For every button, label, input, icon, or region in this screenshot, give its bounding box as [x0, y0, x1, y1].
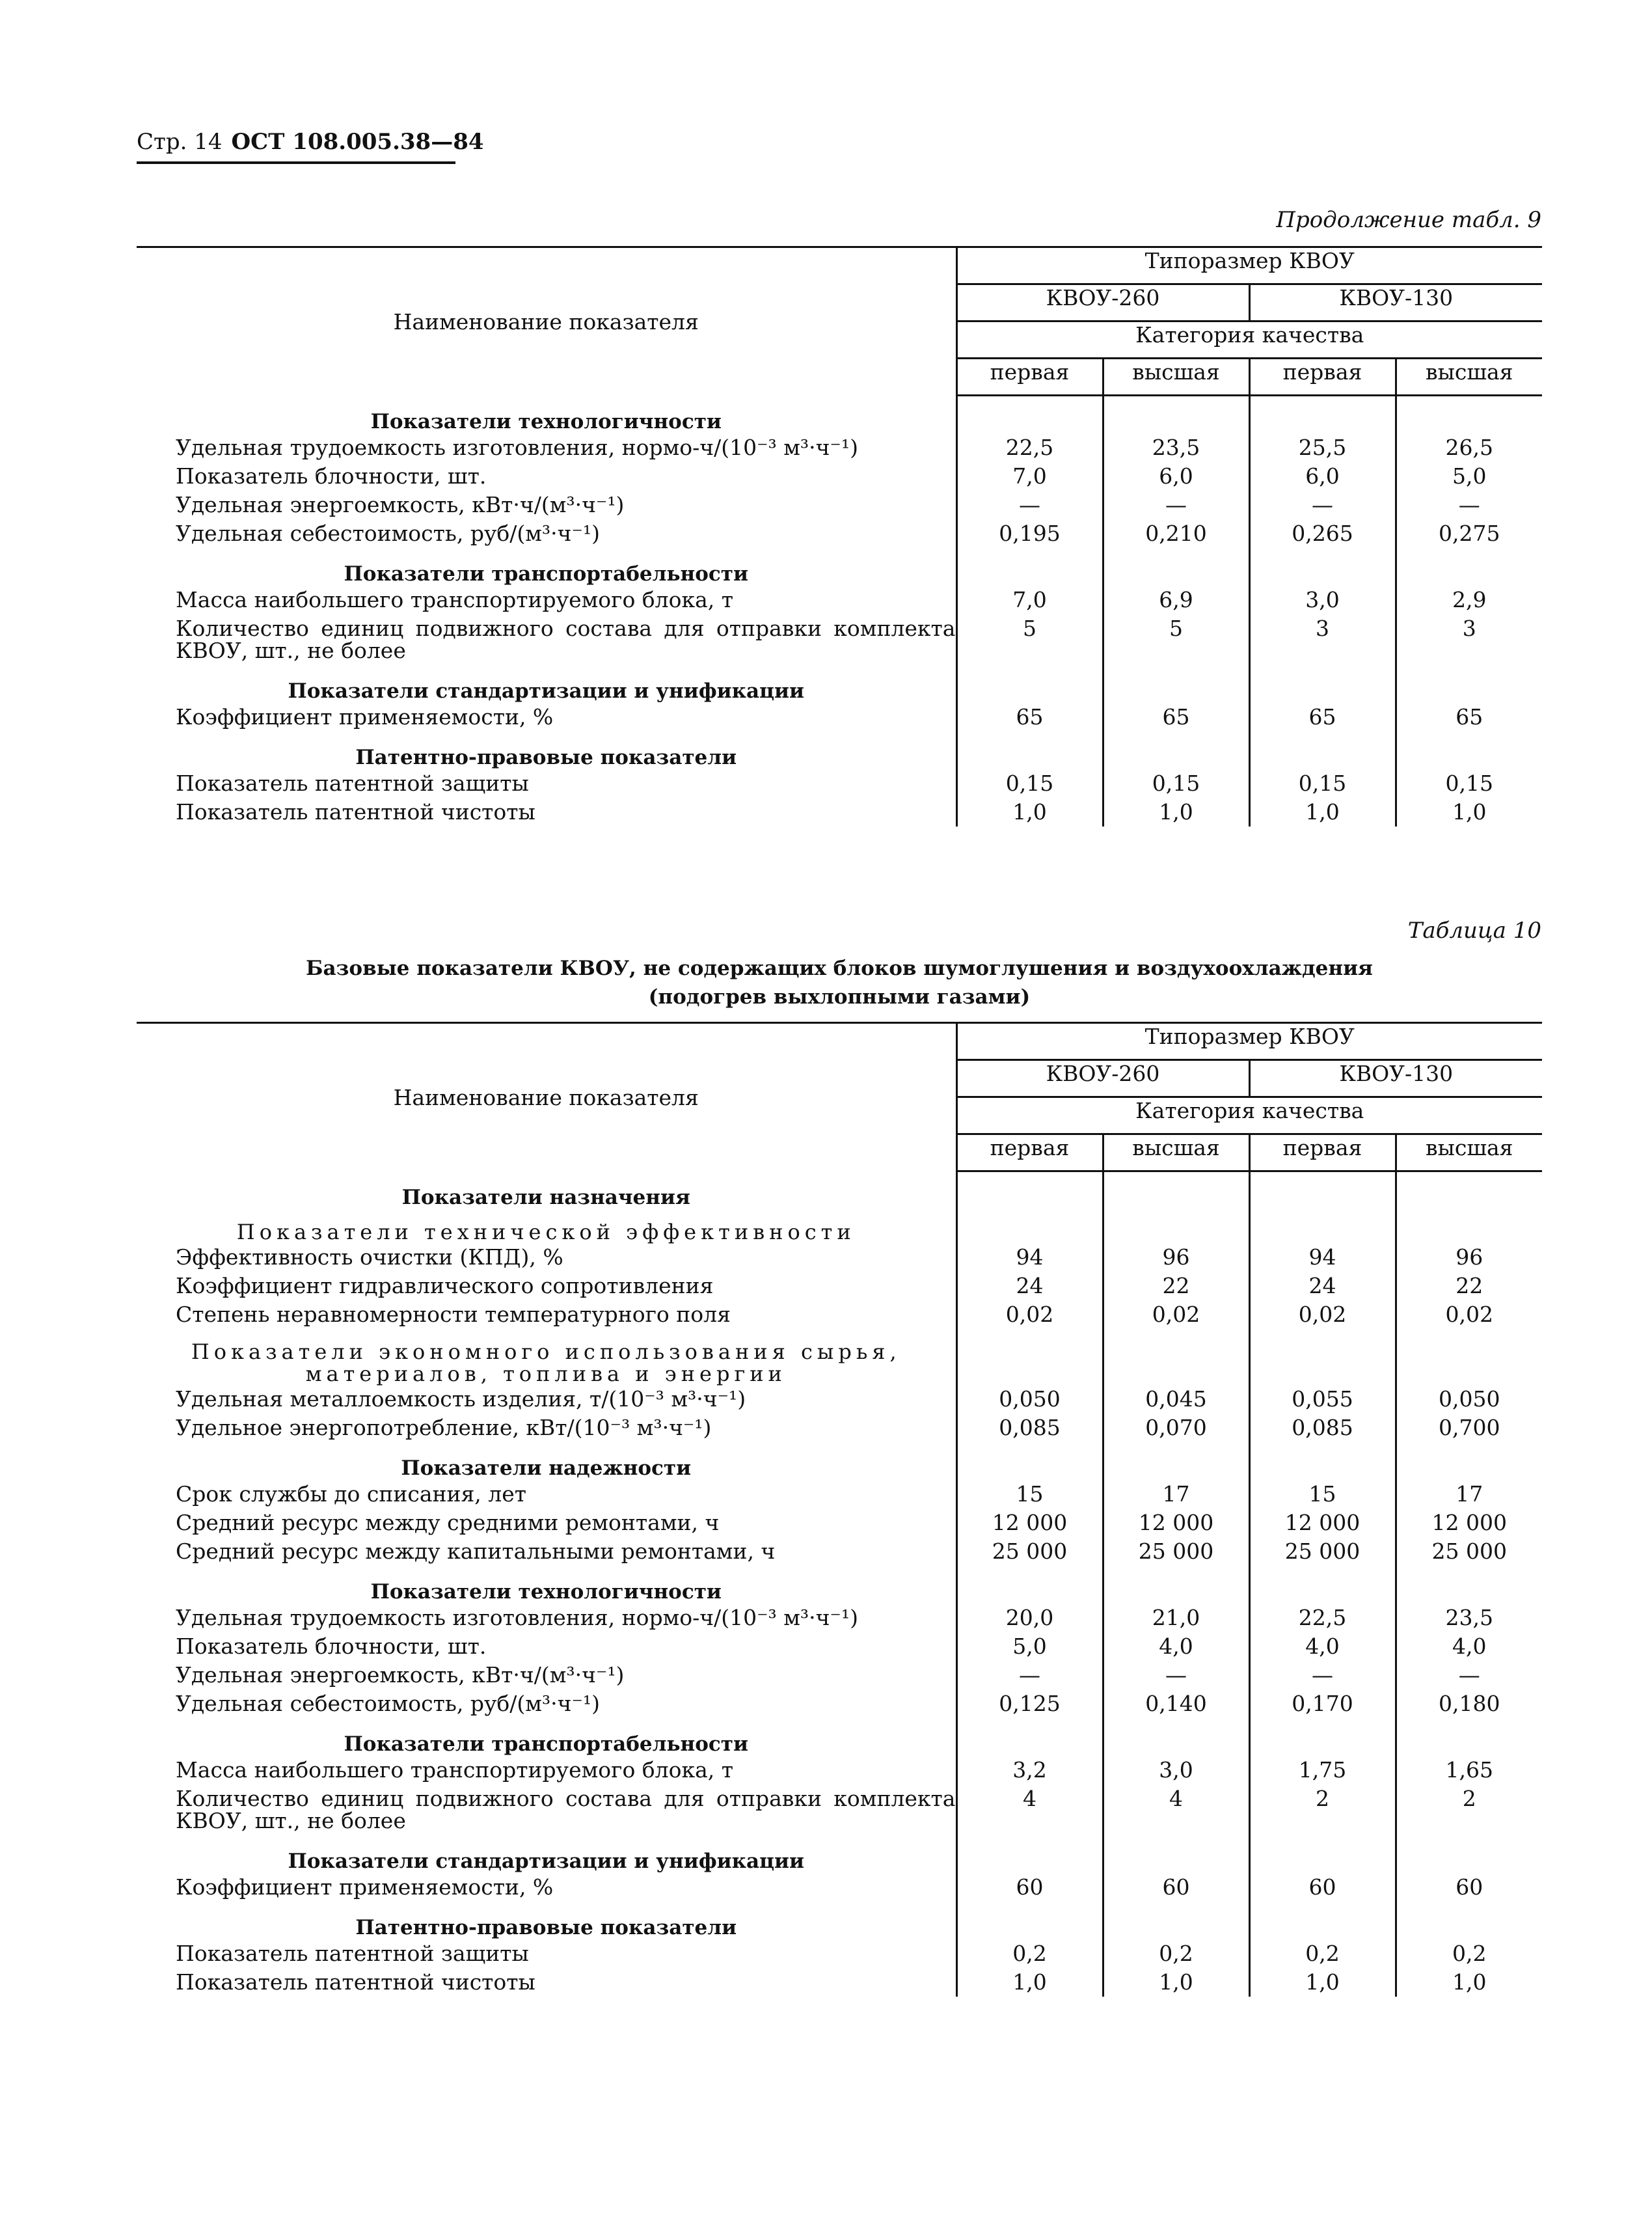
header-cat-2: высшая [1103, 359, 1249, 396]
section-title: Патентно-правовые показатели [355, 745, 737, 769]
cell: 0,02 [1103, 1300, 1249, 1329]
cell: 0,050 [956, 1385, 1103, 1414]
header-cat-4: высшая [1396, 359, 1542, 396]
row-label: Масса наибольшего транспортируемого блока, т [176, 1757, 734, 1783]
cell: 1,75 [1249, 1756, 1396, 1785]
cell: 0,02 [1396, 1300, 1542, 1329]
cell: 6,0 [1103, 462, 1249, 491]
cell: — [1249, 1661, 1396, 1689]
cell: 0,275 [1396, 519, 1542, 548]
cell: 3,0 [1103, 1756, 1249, 1785]
row-label: Удельная металлоемкость изделия, т/(10⁻³ м³·ч⁻¹) [176, 1386, 746, 1412]
section-title: Показатели технологичности [370, 409, 722, 433]
section-title: Показатели стандартизации и унификации [288, 1849, 805, 1873]
header-cat-3: первая [1249, 359, 1396, 396]
table10-title-line2: (подогрев выхлопными газами) [648, 985, 1031, 1009]
row-label: Коэффициент применяемости, % [176, 1874, 554, 1900]
cell: 0,2 [956, 1939, 1103, 1968]
cell: 96 [1396, 1243, 1542, 1272]
cell: 0,02 [956, 1300, 1103, 1329]
cell: 12 000 [1249, 1509, 1396, 1537]
cell: 25 000 [956, 1537, 1103, 1566]
header-name: Наименование показателя [137, 247, 956, 396]
row-label: Показатель патентной чистоты [176, 1969, 535, 1995]
cell: 0,15 [1396, 769, 1542, 798]
cell: 0,265 [1249, 519, 1396, 548]
row-label: Показатель патентной защиты [176, 1940, 529, 1966]
header-cat-2: высшая [1103, 1134, 1249, 1171]
row-label: Удельное энергопотребление, кВт/(10⁻³ м³·ч⁻¹) [176, 1414, 712, 1440]
row-label: Удельная себестоимость, руб/(м³·ч⁻¹) [176, 520, 600, 546]
header-cat-4: высшая [1396, 1134, 1542, 1171]
cell: 1,0 [1249, 1968, 1396, 1997]
cell: 22 [1396, 1272, 1542, 1300]
cell: 1,0 [956, 798, 1103, 827]
cell: 4 [956, 1785, 1103, 1835]
cell: 94 [956, 1243, 1103, 1272]
cell: 25 000 [1249, 1537, 1396, 1566]
cell: 7,0 [956, 462, 1103, 491]
page-number: Стр. 14 [137, 129, 223, 155]
cell: 17 [1396, 1480, 1542, 1509]
table-9 [137, 246, 1542, 827]
cell: 20,0 [956, 1604, 1103, 1632]
row-label: Удельная трудоемкость изготовления, нормо-ч/(10⁻³ м³·ч⁻¹) [176, 434, 858, 460]
cell: 5 [1103, 614, 1249, 665]
cell: 0,210 [1103, 519, 1249, 548]
cell: 4,0 [1396, 1632, 1542, 1661]
cell: 3,2 [956, 1756, 1103, 1785]
cell: 0,15 [956, 769, 1103, 798]
standard-code: ОСТ 108.005.38—84 [231, 129, 484, 155]
cell: 24 [1249, 1272, 1396, 1300]
cell: 2,9 [1396, 586, 1542, 614]
cell: 0,085 [956, 1414, 1103, 1442]
row-label: Количество единиц подвижного состава для отправки комплекта КВОУ, шт., не более [176, 615, 956, 663]
cell: 0,180 [1396, 1689, 1542, 1718]
header-category: Категория качества [956, 321, 1542, 359]
cell: 1,0 [1396, 1968, 1542, 1997]
cell: 12 000 [956, 1509, 1103, 1537]
cell: 0,02 [1249, 1300, 1396, 1329]
cell: 0,2 [1396, 1939, 1542, 1968]
cell: 0,195 [956, 519, 1103, 548]
cell: 65 [1249, 703, 1396, 732]
cell: 3 [1249, 614, 1396, 665]
cell: 5 [956, 614, 1103, 665]
cell: 3,0 [1249, 586, 1396, 614]
header-size: Типоразмер КВОУ [956, 247, 1542, 284]
cell: 23,5 [1103, 433, 1249, 462]
cell: 21,0 [1103, 1604, 1249, 1632]
cell: 12 000 [1396, 1509, 1542, 1537]
cell: 26,5 [1396, 433, 1542, 462]
cell: 4 [1103, 1785, 1249, 1835]
row-label: Показатель патентной защиты [176, 770, 529, 796]
header-category: Категория качества [956, 1097, 1542, 1134]
cell: 65 [956, 703, 1103, 732]
cell: 5,0 [1396, 462, 1542, 491]
cell: 1,0 [1103, 1968, 1249, 1997]
header-underline [137, 161, 455, 164]
row-label: Коэффициент гидравлического сопротивления [176, 1272, 714, 1298]
section-title: Показатели транспортабельности [344, 1732, 748, 1756]
table-10 [137, 1022, 1542, 1997]
cell: 65 [1396, 703, 1542, 732]
row-label: Удельная трудоемкость изготовления, нормо-ч/(10⁻³ м³·ч⁻¹) [176, 1604, 858, 1630]
header-name: Наименование показателя [137, 1023, 956, 1171]
header-cat-1: первая [956, 1134, 1103, 1171]
cell: 0,140 [1103, 1689, 1249, 1718]
row-label: Удельная энергоемкость, кВт·ч/(м³·ч⁻¹) [176, 1661, 625, 1688]
cell: — [1249, 491, 1396, 519]
cell: 2 [1396, 1785, 1542, 1835]
cell: — [1103, 1661, 1249, 1689]
row-label: Показатель блочности, шт. [176, 1633, 487, 1659]
cell: 0,045 [1103, 1385, 1249, 1414]
cell: 23,5 [1396, 1604, 1542, 1632]
cell: 4,0 [1103, 1632, 1249, 1661]
cell: — [956, 491, 1103, 519]
row-label: Эффективность очистки (КПД), % [176, 1244, 563, 1270]
header-model-2: КВОУ-130 [1249, 284, 1542, 321]
cell: 60 [956, 1873, 1103, 1902]
cell: 0,15 [1103, 769, 1249, 798]
row-label: Количество единиц подвижного состава для отправки комплекта КВОУ, шт., не более [176, 1785, 956, 1833]
row-label: Показатель блочности, шт. [176, 463, 487, 489]
cell: 96 [1103, 1243, 1249, 1272]
table10-title-line1: Базовые показатели КВОУ, не содержащих блоков шумоглушения и воздухоохлаждения [306, 957, 1373, 980]
cell: 5,0 [956, 1632, 1103, 1661]
cell: 22,5 [956, 433, 1103, 462]
section-title: Показатели транспортабельности [344, 562, 748, 586]
row-label: Средний ресурс между капитальными ремонтами, ч [176, 1538, 776, 1564]
cell: 0,070 [1103, 1414, 1249, 1442]
cell: 22 [1103, 1272, 1249, 1300]
cell: 17 [1103, 1480, 1249, 1509]
cell: 1,0 [1249, 798, 1396, 827]
section-title: Показатели стандартизации и унификации [288, 679, 805, 703]
section-title: Показатели назначения [401, 1185, 690, 1209]
cell: — [956, 1661, 1103, 1689]
cell: 15 [956, 1480, 1103, 1509]
cell: 24 [956, 1272, 1103, 1300]
header-model-1: КВОУ-260 [956, 284, 1249, 321]
section-title: Показатели надежности [401, 1456, 692, 1480]
row-label: Показатель патентной чистоты [176, 799, 535, 825]
header-cat-3: первая [1249, 1134, 1396, 1171]
cell: 94 [1249, 1243, 1396, 1272]
header-model-2: КВОУ-130 [1249, 1060, 1542, 1097]
cell: 1,65 [1396, 1756, 1542, 1785]
row-label: Удельная себестоимость, руб/(м³·ч⁻¹) [176, 1690, 600, 1716]
cell: 0,2 [1103, 1939, 1249, 1968]
cell: — [1396, 491, 1542, 519]
page-header [137, 129, 484, 155]
header-model-1: КВОУ-260 [956, 1060, 1249, 1097]
cell: 22,5 [1249, 1604, 1396, 1632]
cell: 60 [1103, 1873, 1249, 1902]
cell: 0,050 [1396, 1385, 1542, 1414]
cell: 1,0 [1103, 798, 1249, 827]
cell: 0,125 [956, 1689, 1103, 1718]
cell: 2 [1249, 1785, 1396, 1835]
cell: 4,0 [1249, 1632, 1396, 1661]
cell: — [1103, 491, 1249, 519]
cell: 0,055 [1249, 1385, 1396, 1414]
cell: 3 [1396, 614, 1542, 665]
cell: 25 000 [1103, 1537, 1249, 1566]
header-cat-1: первая [956, 359, 1103, 396]
cell: 7,0 [956, 586, 1103, 614]
subsection-title-line2: материалов, топлива и энергии [305, 1361, 787, 1386]
subsection-title: Показатели технической эффективности [236, 1219, 856, 1244]
section-title: Патентно-правовые показатели [355, 1915, 737, 1939]
cell: 25,5 [1249, 433, 1396, 462]
cell: 60 [1249, 1873, 1396, 1902]
cell: 65 [1103, 703, 1249, 732]
cell: 0,2 [1249, 1939, 1396, 1968]
cell: 25 000 [1396, 1537, 1542, 1566]
row-label: Удельная энергоемкость, кВт·ч/(м³·ч⁻¹) [176, 491, 625, 517]
cell: 60 [1396, 1873, 1542, 1902]
header-size: Типоразмер КВОУ [956, 1023, 1542, 1060]
row-label: Масса наибольшего транспортируемого блока, т [176, 586, 734, 612]
cell: 0,15 [1249, 769, 1396, 798]
row-label: Степень неравномерности температурного поля [176, 1301, 731, 1327]
table9-continuation-caption: Продолжение табл. 9 [1276, 207, 1541, 233]
cell: 0,170 [1249, 1689, 1396, 1718]
row-label: Срок службы до списания, лет [176, 1481, 527, 1507]
table10-label: Таблица 10 [1407, 918, 1541, 944]
row-label: Коэффициент применяемости, % [176, 704, 554, 730]
row-label: Средний ресурс между средними ремонтами, ч [176, 1509, 720, 1535]
cell: 12 000 [1103, 1509, 1249, 1537]
cell: 6,0 [1249, 462, 1396, 491]
section-title: Показатели технологичности [370, 1579, 722, 1604]
cell: 15 [1249, 1480, 1396, 1509]
subsection-title [137, 1329, 956, 1385]
cell: — [1396, 1661, 1542, 1689]
cell: 6,9 [1103, 586, 1249, 614]
subsection-title-line1: Показатели экономного использования сырья, [191, 1339, 901, 1364]
cell: 1,0 [1396, 798, 1542, 827]
cell: 0,700 [1396, 1414, 1542, 1442]
cell: 1,0 [956, 1968, 1103, 1997]
cell: 0,085 [1249, 1414, 1396, 1442]
